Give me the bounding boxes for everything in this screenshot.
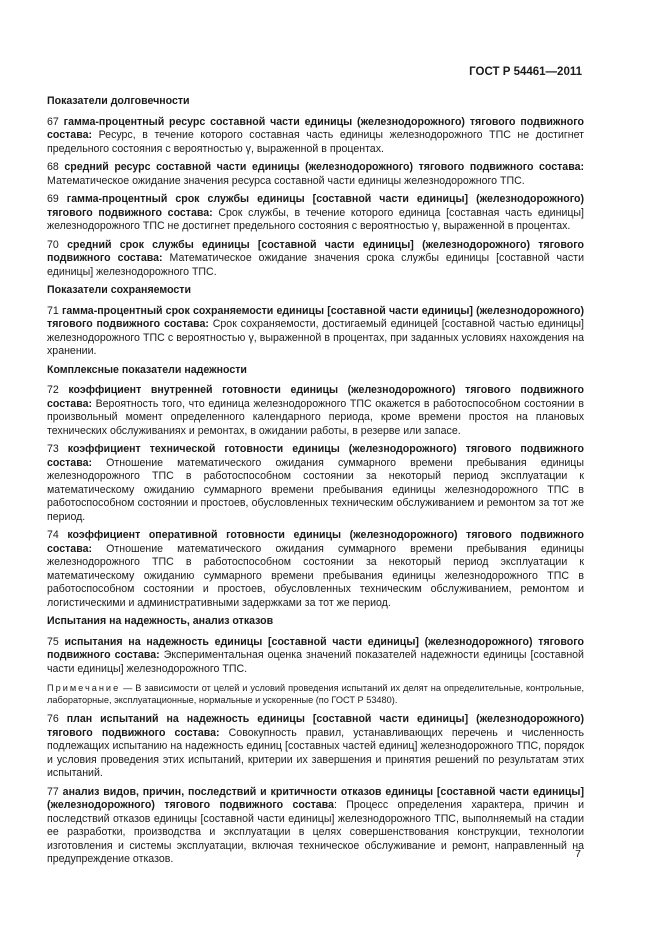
term-definition: Экспериментальная оценка значений показателей надежности единицы [составной части единицы] железнодорожного ТПС.: [47, 649, 584, 675]
term-entry-68: [47, 161, 584, 188]
term-name: коэффициент внутренней готовности единицы (железнодорожного) тягового подвижного состава:: [47, 384, 584, 410]
term-number: 77: [47, 785, 59, 798]
term-definition: Отношение математического ожидания суммарного времени пребывания единицы железнодорожного ТПС в работоспособном состоянии за некоторый период эксплуатации к математическому ожиданию суммарного времени пребывания единицы железнодорожного ТПС в работоспособном состоянии и простоев, обусловленных техническим обслуживанием, ремонтом и логистическими и административными задержками за тот же период.: [47, 542, 584, 609]
term-number: 70: [47, 238, 59, 251]
note: [47, 682, 584, 706]
term-number: 71: [47, 304, 59, 317]
term-name: гамма-процентный срок сохраняемости единицы [составной части единицы] (железнодорожного) тягового подвижного состава:: [47, 304, 584, 330]
term-number: 74: [47, 529, 59, 541]
term-entry-73: [47, 443, 584, 524]
term-name: анализ видов, причин, последствий и критичности отказов единицы [составной части единицы] (железнодорожного) тягового подвижного состава: [47, 785, 584, 811]
term-entry-69: [47, 193, 584, 234]
section-storability: [47, 284, 584, 359]
section-durability: [47, 95, 584, 279]
term-name: коэффициент технической готовности единицы (железнодорожного) тягового подвижного состава:: [47, 443, 584, 469]
term-name: коэффициент оперативной готовности единицы (железнодорожного) тягового подвижного состава:: [47, 529, 584, 555]
term-definition: Срок сохраняемости, достигаемый единицей [составной частью единицы] железнодорожного ТПС с вероятностью γ, выраженной в процентах, при заданных условиях нахождения на хранении.: [47, 318, 584, 357]
section-title: Испытания на надежность, анализ отказов: [47, 615, 274, 627]
note-label: Примечание: [47, 683, 121, 693]
term-entry-76: [47, 713, 584, 781]
term-name: план испытаний на надежность единицы [составной части единицы] (железнодорожного) тягового подвижного состава:: [47, 713, 584, 739]
term-definition: Совокупность правил, устанавливающих перечень и численность подлежащих испытанию на надежность единиц [составных частей единиц] железнодорожного ТПС, порядок и условия проведения этих испытаний, критерии их завершения и принятия решений по результатам этих испытаний.: [47, 726, 584, 779]
term-entry-74: [47, 529, 584, 610]
term-name: испытания на надежность единицы [составной части единицы] (железнодорожного) тягового подвижного состава:: [47, 635, 584, 661]
note-text: — В зависимости от целей и условий проведения испытаний их делят на определительные, контрольные, лабораторные, эксплуатационные, нормальные и ускоренные (по ГОСТ Р 53480).: [47, 683, 584, 705]
term-entry-67: [47, 116, 584, 157]
term-name: средний ресурс составной части единицы (железнодорожного) тягового подвижного состава:: [64, 161, 584, 173]
term-number: 76: [47, 713, 59, 725]
term-number: 73: [47, 443, 59, 455]
section-reliability-tests: [47, 615, 584, 867]
term-definition: Вероятность того, что единица железнодорожного ТПС окажется в работоспособном состоянии в произвольный момент определенного календарного периода, кроме времени простоя на плановых технических обслуживаниях и ремонтах, в ожидании работы, в резерве или запасе.: [47, 397, 584, 437]
term-entry-70: [47, 239, 584, 280]
term-definition: Ресурс, в течение которого составная часть единицы железнодорожного ТПС не достигнет предельного состояния с вероятностью γ, выраженной в процентах.: [47, 129, 584, 155]
document-id: ГОСТ Р 54461—2011: [469, 66, 582, 78]
section-title: Показатели сохраняемости: [47, 284, 191, 296]
term-number: 67: [47, 115, 59, 128]
document-body: [47, 91, 584, 872]
term-entry-71: [47, 305, 584, 359]
term-number: 72: [47, 384, 59, 396]
term-number: 69: [47, 193, 59, 205]
term-entry-72: [47, 384, 584, 438]
term-number: 75: [47, 635, 59, 648]
term-definition: : Процесс определения характера, причин и последствий отказов единицы [составной части единицы] железнодорожного ТПС, выполняемый на стадии ее разработки, производства и эксплуатации в целях совершенствования конструкции, технологии изготовления и системы эксплуатации, включая техническое обслуживание и ремонт, направленный на предупреждение отказов.: [47, 799, 584, 865]
term-name: гамма-процентный ресурс составной части единицы (железнодорожного) тягового подвижного состава:: [47, 115, 584, 141]
term-definition: Математическое ожидание значения срока службы единицы [составной части единицы] железнодорожного ТПС.: [47, 252, 584, 278]
term-definition: Срок службы, в течение которого единица [составная часть единицы] железнодорожного ТПС не достигнет предельного состояния с вероятностью γ, выраженной в процентах.: [47, 206, 584, 232]
term-name: средний срок службы единицы [составной части единицы] (железнодорожного) тягового подвижного состава:: [47, 238, 584, 264]
term-definition: Математическое ожидание значения ресурса составной части единицы железнодорожного ТПС.: [47, 174, 525, 187]
term-definition: Отношение математического ожидания суммарного времени пребывания единицы железнодорожного ТПС в работоспособном состоянии за некоторый период эксплуатации к математическому ожиданию суммарного времени пребывания единицы железнодорожного ТПС в работоспособном состоянии и простоев, обусловленных техническим обслуживанием и ремонтом за тот же период.: [47, 456, 584, 523]
section-complex-indicators: [47, 364, 584, 611]
section-title: Комплексные показатели надежности: [47, 363, 247, 376]
term-number: 68: [47, 161, 59, 173]
page-number: 7: [575, 848, 581, 860]
term-entry-77: [47, 786, 584, 867]
term-name: гамма-процентный срок службы единицы [составной части единицы] (железнодорожного) тягового подвижного состава:: [47, 193, 584, 219]
section-title: Показатели долговечности: [47, 95, 190, 107]
term-entry-75: [47, 636, 584, 677]
